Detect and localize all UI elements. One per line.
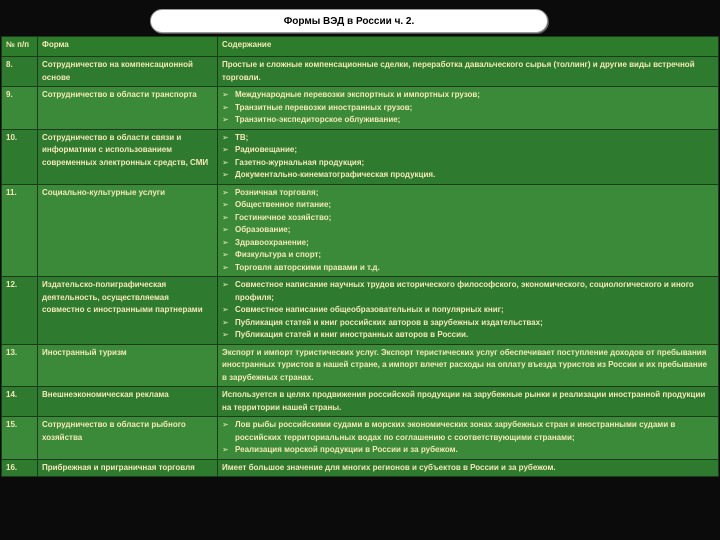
row-number: 16. <box>2 459 38 477</box>
list-item: ➢ ТВ; <box>222 132 714 145</box>
row-form: Издательско-полиграфическая деятельность, осуществляемая совместно с иностранными партнерами <box>38 277 218 345</box>
list-item: ➢ Общественное питание; <box>222 199 714 212</box>
table-row <box>2 387 719 417</box>
row-number: 13. <box>2 344 38 387</box>
content-bullet-list <box>222 132 714 182</box>
list-item: ➢ Физкультура и спорт; <box>222 249 714 262</box>
list-item: ➢ Транзитно-экспедиторское облуживание; <box>222 114 714 127</box>
list-item: ➢ Образование; <box>222 224 714 237</box>
row-number: 11. <box>2 184 38 277</box>
row-form: Прибрежная и приграничная торговля <box>38 459 218 477</box>
row-content <box>218 277 719 345</box>
table-row <box>2 184 719 277</box>
row-content <box>218 129 719 184</box>
row-content <box>218 87 719 130</box>
row-number: 12. <box>2 277 38 345</box>
row-content: Имеет большое значение для многих регионов и субъектов в России и за рубежом. <box>218 459 719 477</box>
list-item: ➢ Документально-кинематографическая продукция. <box>222 169 714 182</box>
row-number: 15. <box>2 417 38 460</box>
table-row <box>2 459 719 477</box>
list-item: ➢ Лов рыбы российскими судами в морских экономических зонах зарубежных стран и иностранными судами в российских территориальных водах по соглашению с соответствующими странами; <box>222 419 714 444</box>
content-bullet-list <box>222 279 714 342</box>
list-item: ➢ Совместное написание научных трудов исторического философского, экономического, социологического и иного профиля; <box>222 279 714 304</box>
row-number: 14. <box>2 387 38 417</box>
row-form: Сотрудничество в области связи и информатики с использованием современных электронных средств, СМИ <box>38 129 218 184</box>
row-form: Сотрудничество на компенсационной основе <box>38 57 218 87</box>
list-item: ➢ Здравоохранение; <box>222 237 714 250</box>
row-form: Социально-культурные услуги <box>38 184 218 277</box>
table-body <box>2 57 719 477</box>
header-form: Форма <box>38 37 218 57</box>
list-item: ➢ Гостиничное хозяйство; <box>222 212 714 225</box>
row-number: 10. <box>2 129 38 184</box>
list-item: ➢ Совместное написание общеобразовательных и популярных книг; <box>222 304 714 317</box>
row-content: Используется в целях продвижения российской продукции на зарубежные рынки и реализации иностранной продукции на территории нашей страны. <box>218 387 719 417</box>
row-form: Сотрудничество в области транспорта <box>38 87 218 130</box>
content-bullet-list <box>222 89 714 127</box>
row-content <box>218 417 719 460</box>
table-row <box>2 129 719 184</box>
list-item: ➢ Международные перевозки экспортных и импортных грузов; <box>222 89 714 102</box>
table-row <box>2 87 719 130</box>
list-item: ➢ Реализация морской продукции в России и за рубежом. <box>222 444 714 457</box>
page-title: Формы ВЭД в России ч. 2. <box>150 9 548 33</box>
list-item: ➢ Газетно-журнальная продукция; <box>222 157 714 170</box>
table-row <box>2 277 719 345</box>
row-form: Внешнеэкономическая реклама <box>38 387 218 417</box>
row-form: Сотрудничество в области рыбного хозяйства <box>38 417 218 460</box>
row-form: Иностранный туризм <box>38 344 218 387</box>
title-banner <box>150 9 548 33</box>
content-bullet-list <box>222 187 714 275</box>
table-row <box>2 417 719 460</box>
content-bullet-list <box>222 419 714 457</box>
list-item: ➢ Транзитные перевозки иностранных грузов; <box>222 102 714 115</box>
header-content: Содержание <box>218 37 719 57</box>
row-content <box>218 184 719 277</box>
row-content: Экспорт и импорт туристических услуг. Экспорт теристических услуг обеспечивает поступление доходов от пребывания иностранных туристов в нашей стране, а импорт влечет расходы на оплату въезда туристов из России и их пребывание в зарубежных странах. <box>218 344 719 387</box>
list-item: ➢ Торговля авторскими правами и т.д. <box>222 262 714 275</box>
ved-forms-table <box>1 36 719 477</box>
table-row <box>2 57 719 87</box>
row-number: 8. <box>2 57 38 87</box>
row-content: Простые и сложные компенсационные сделки, переработка давальческого сырья (толлинг) и другие виды встречной торговли. <box>218 57 719 87</box>
list-item: ➢ Розничная торговля; <box>222 187 714 200</box>
table-row <box>2 344 719 387</box>
list-item: ➢ Публикация статей и книг иностранных авторов в России. <box>222 329 714 342</box>
list-item: ➢ Радиовещание; <box>222 144 714 157</box>
list-item: ➢ Публикация статей и книг российских авторов в зарубежных издательствах; <box>222 317 714 330</box>
row-number: 9. <box>2 87 38 130</box>
header-num: № п/п <box>2 37 38 57</box>
header-row <box>2 37 719 57</box>
